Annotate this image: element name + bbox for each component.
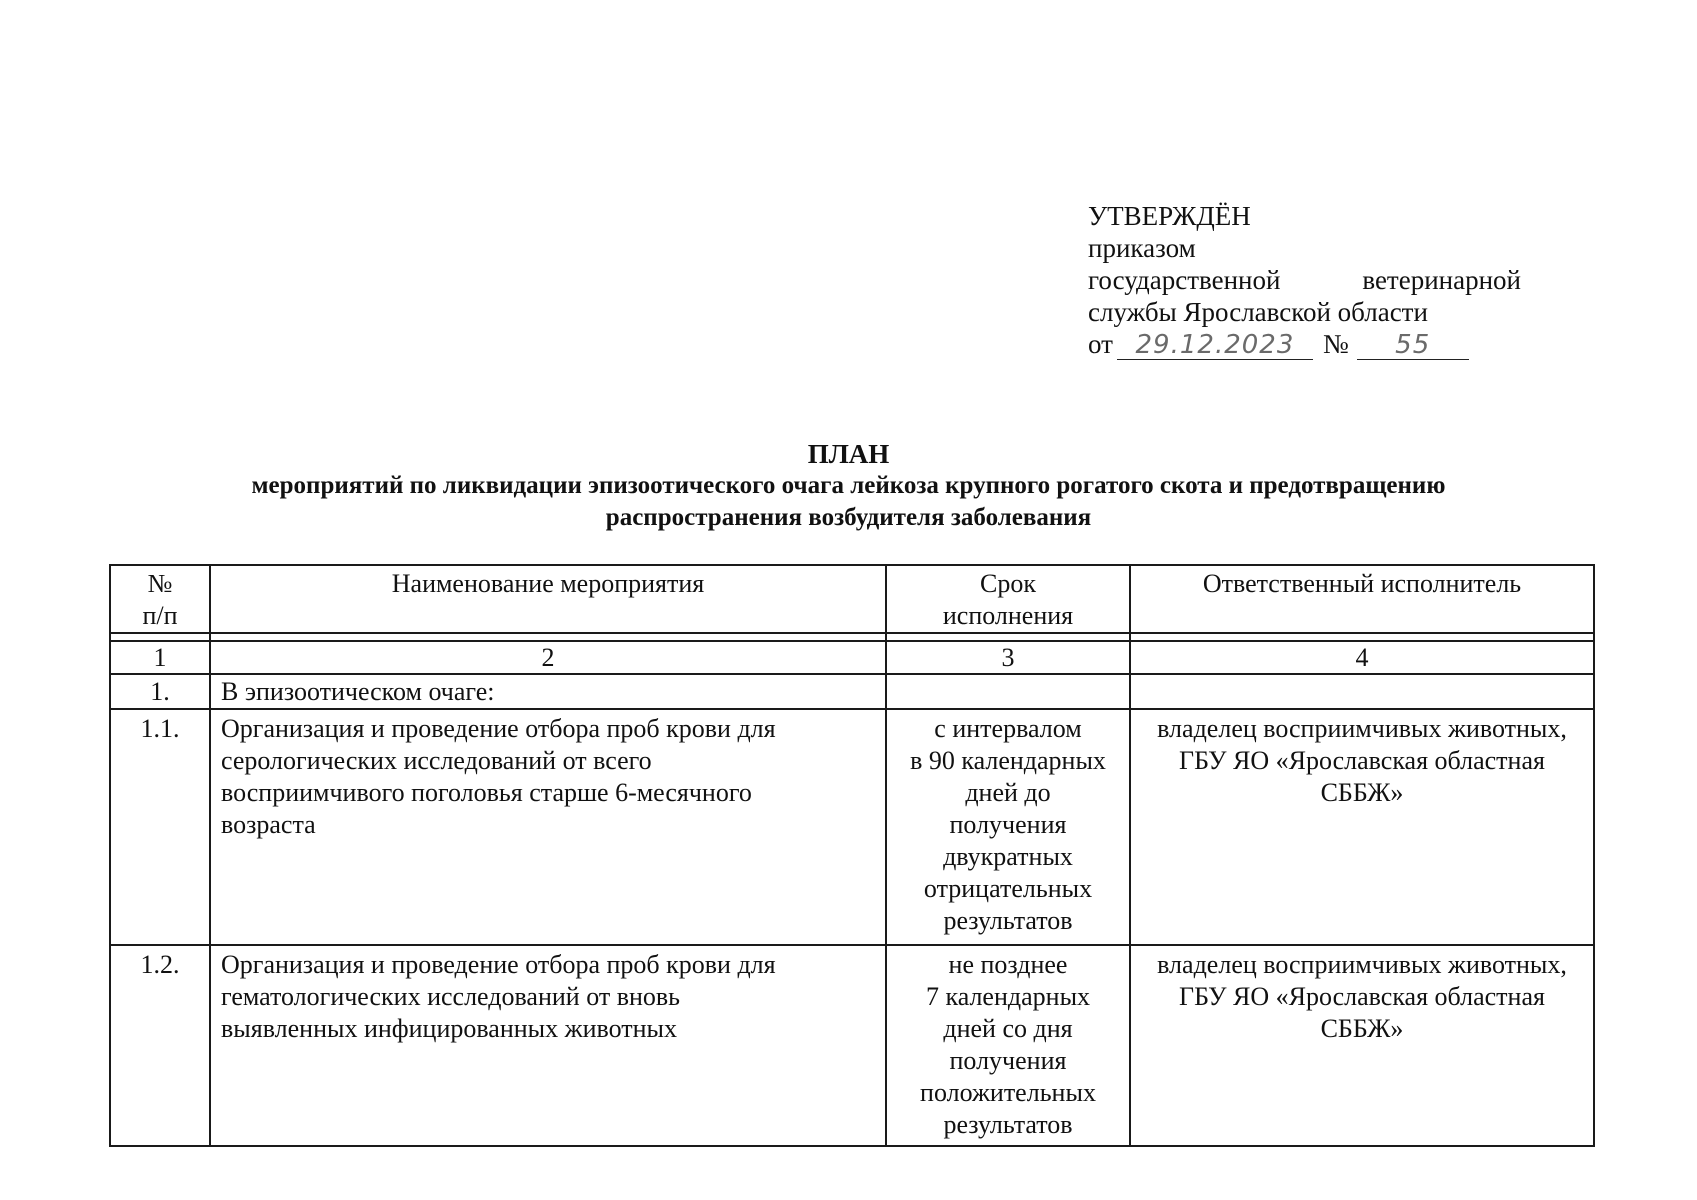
row-activity-line: гематологических исследований от вновь bbox=[221, 982, 681, 1011]
document-title-line3: распространения возбудителя заболевания bbox=[605, 504, 1092, 531]
header-num-cell bbox=[110, 565, 210, 633]
header-term-cell bbox=[886, 565, 1130, 633]
approval-number-handwritten: 55 bbox=[1357, 331, 1469, 360]
row-activity-line: серологических исследований от всего bbox=[221, 746, 652, 775]
row-activity-line: возраста bbox=[221, 810, 316, 839]
row-responsible-line: СББЖ» bbox=[1320, 1014, 1404, 1043]
column-number-3: 3 bbox=[886, 641, 1130, 674]
row-responsible bbox=[1130, 945, 1594, 1146]
row-responsible-line: СББЖ» bbox=[1320, 778, 1404, 807]
row-term-line: положительных bbox=[920, 1078, 1096, 1107]
column-number-row bbox=[110, 641, 1594, 674]
row-term-line: 7 календарных bbox=[925, 982, 1091, 1011]
row-term bbox=[886, 709, 1130, 945]
column-number-4: 4 bbox=[1130, 641, 1594, 674]
approval-authority-right: ветеринарной bbox=[1362, 265, 1521, 295]
header-responsible-text: Ответственный исполнитель bbox=[1202, 569, 1522, 598]
row-responsible-line: владелец восприимчивых животных, bbox=[1157, 714, 1567, 743]
row-activity-line: Организация и проведение отбора проб крови для bbox=[221, 950, 776, 979]
approval-number-sign: № bbox=[1322, 329, 1349, 359]
approval-status: УТВЕРЖДЁН bbox=[1088, 201, 1251, 231]
approval-block bbox=[1088, 200, 1521, 360]
header-responsible-cell bbox=[1130, 565, 1594, 633]
plan-table bbox=[109, 564, 1595, 1147]
approval-authority-left: государственной bbox=[1088, 265, 1281, 295]
section-name: В эпизоотическом очаге: bbox=[210, 674, 886, 709]
approval-order-word: приказом bbox=[1088, 233, 1196, 263]
approval-authority-line bbox=[1088, 264, 1521, 296]
approval-from-prefix: от bbox=[1088, 329, 1113, 359]
row-responsible-line: владелец восприимчивых животных, bbox=[1157, 950, 1567, 979]
document-title bbox=[0, 438, 1697, 534]
section-row bbox=[110, 674, 1594, 709]
row-term-line: не позднее bbox=[948, 950, 1068, 979]
row-term-line: двукратных bbox=[943, 842, 1073, 871]
row-num: 1.2. bbox=[110, 945, 210, 1146]
approval-authority-region: службы Ярославской области bbox=[1088, 297, 1428, 327]
row-term bbox=[886, 945, 1130, 1146]
table-row bbox=[110, 709, 1594, 945]
column-number-2: 2 bbox=[210, 641, 886, 674]
row-term-line: результатов bbox=[943, 906, 1073, 935]
header-name-text: Наименование мероприятия bbox=[391, 569, 705, 598]
row-term-line: дней со дня bbox=[943, 1014, 1073, 1043]
row-term-line: в 90 календарных bbox=[910, 746, 1106, 775]
approval-date-handwritten: 29.12.2023 bbox=[1117, 331, 1313, 360]
header-term-line2: исполнения bbox=[942, 601, 1074, 630]
row-term-line: результатов bbox=[943, 1110, 1073, 1139]
table-header-row bbox=[110, 565, 1594, 633]
table-row bbox=[110, 945, 1594, 1146]
header-separator-row bbox=[110, 633, 1594, 641]
row-term-line: отрицательных bbox=[923, 874, 1093, 903]
row-term-line: с интервалом bbox=[934, 714, 1082, 743]
approval-date-number-line bbox=[1088, 328, 1521, 360]
header-num-line1: № bbox=[147, 569, 173, 598]
row-num: 1.1. bbox=[110, 709, 210, 945]
row-responsible bbox=[1130, 709, 1594, 945]
row-activity-line: восприимчивого поголовья старше 6-месячного bbox=[221, 778, 752, 807]
header-num-line2: п/п bbox=[142, 601, 178, 630]
row-term-line: получения bbox=[949, 810, 1067, 839]
row-activity-line: Организация и проведение отбора проб крови для bbox=[221, 714, 776, 743]
header-term-line1: Срок bbox=[980, 569, 1036, 598]
document-title-main: ПЛАН bbox=[807, 439, 890, 469]
column-number-1: 1 bbox=[110, 641, 210, 674]
row-responsible-line: ГБУ ЯО «Ярославская областная bbox=[1179, 746, 1545, 775]
row-responsible-line: ГБУ ЯО «Ярославская областная bbox=[1179, 982, 1545, 1011]
document-title-line2: мероприятий по ликвидации эпизоотического очага лейкоза крупного рогатого скота и предотвращению bbox=[251, 472, 1446, 499]
row-activity bbox=[210, 945, 886, 1146]
row-activity-line: выявленных инфицированных животных bbox=[221, 1014, 678, 1043]
header-name-cell bbox=[210, 565, 886, 633]
section-num: 1. bbox=[110, 674, 210, 709]
row-term-line: дней до bbox=[965, 778, 1051, 807]
row-term-line: получения bbox=[949, 1046, 1067, 1075]
row-activity bbox=[210, 709, 886, 945]
